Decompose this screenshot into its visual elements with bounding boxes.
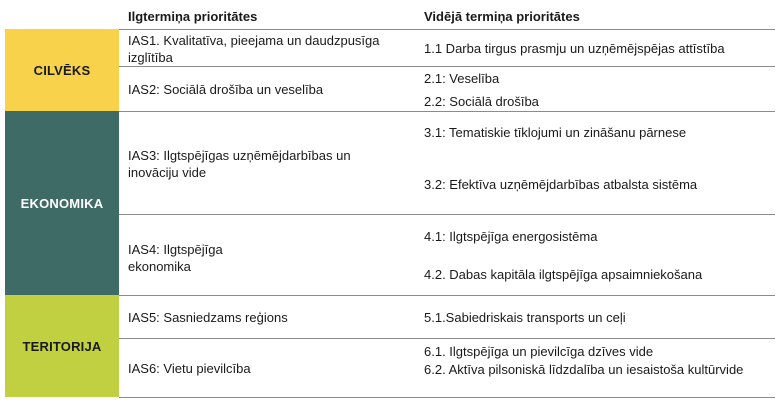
ias6-mid-term-1: 6.1. Ilgtspējīga un pievilcīga dzīves vide [424,344,654,359]
ias4-long-term [128,241,408,275]
ias2-mid-term-1: 2.1: Veselība [424,71,500,86]
ias5-long-term: IAS5: Sasniedzams reģions [128,310,288,325]
row-divider [119,295,775,296]
ias1-long-term: IAS1. Kvalitatīva, pieejama un daudzpusīga izglītība [128,33,380,65]
category-cilveks-label: CILVĒKS [33,62,91,78]
header-mid-term: Vidējā termiņa prioritātes [424,9,580,24]
ias4-mid-term-2: 4.2. Dabas kapitāla ilgtspējīga apsaimniekošana [424,267,703,282]
row-divider [119,214,775,215]
ias4-long-term-line2: ekonomika [128,259,191,274]
ias5-mid-term-1: 5.1.Sabiedriskais transports un ceļi [424,310,626,325]
ias2-mid-term-2: 2.2: Sociālā drošība [424,94,539,109]
category-teritorija-label: TERITORIJA [22,338,102,354]
ias4-long-term-line1: IAS4: Ilgtspējīga [128,242,223,257]
row-divider [119,338,775,339]
category-teritorija [5,295,119,397]
row-divider [119,66,775,67]
ias2-long-term: IAS2: Sociālā drošība un veselība [128,82,324,97]
category-ekonomika-label: EKONOMIKA [20,195,104,211]
category-cilveks [5,29,119,111]
ias6-long-term: IAS6: Vietu pievilcība [128,361,251,376]
ias4-mid-term-1: 4.1: Ilgtspējīga energosistēma [424,229,598,244]
ias6-mid-term-2: 6.2. Aktīva pilsoniskā līdzdalība un iesaistoša kultūrvide [424,362,744,377]
row-divider [119,29,775,30]
ias1-mid-term-1: 1.1 Darba tirgus prasmju un uzņēmējspējas attīstība [424,41,725,56]
ias3-mid-term-1: 3.1: Tematiskie tīklojumi un zināšanu pārnese [424,125,687,140]
row-divider [119,111,775,112]
ias3-mid-term-2: 3.2: Efektīva uzņēmējdarbības atbalsta sistēma [424,177,698,192]
header-long-term: Ilgtermiņa prioritātes [128,9,258,24]
ias3-long-term: IAS3: Ilgtspējīgas uzņēmējdarbības un inovāciju vide [128,148,351,180]
category-ekonomika [5,111,119,295]
row-divider [119,397,775,398]
